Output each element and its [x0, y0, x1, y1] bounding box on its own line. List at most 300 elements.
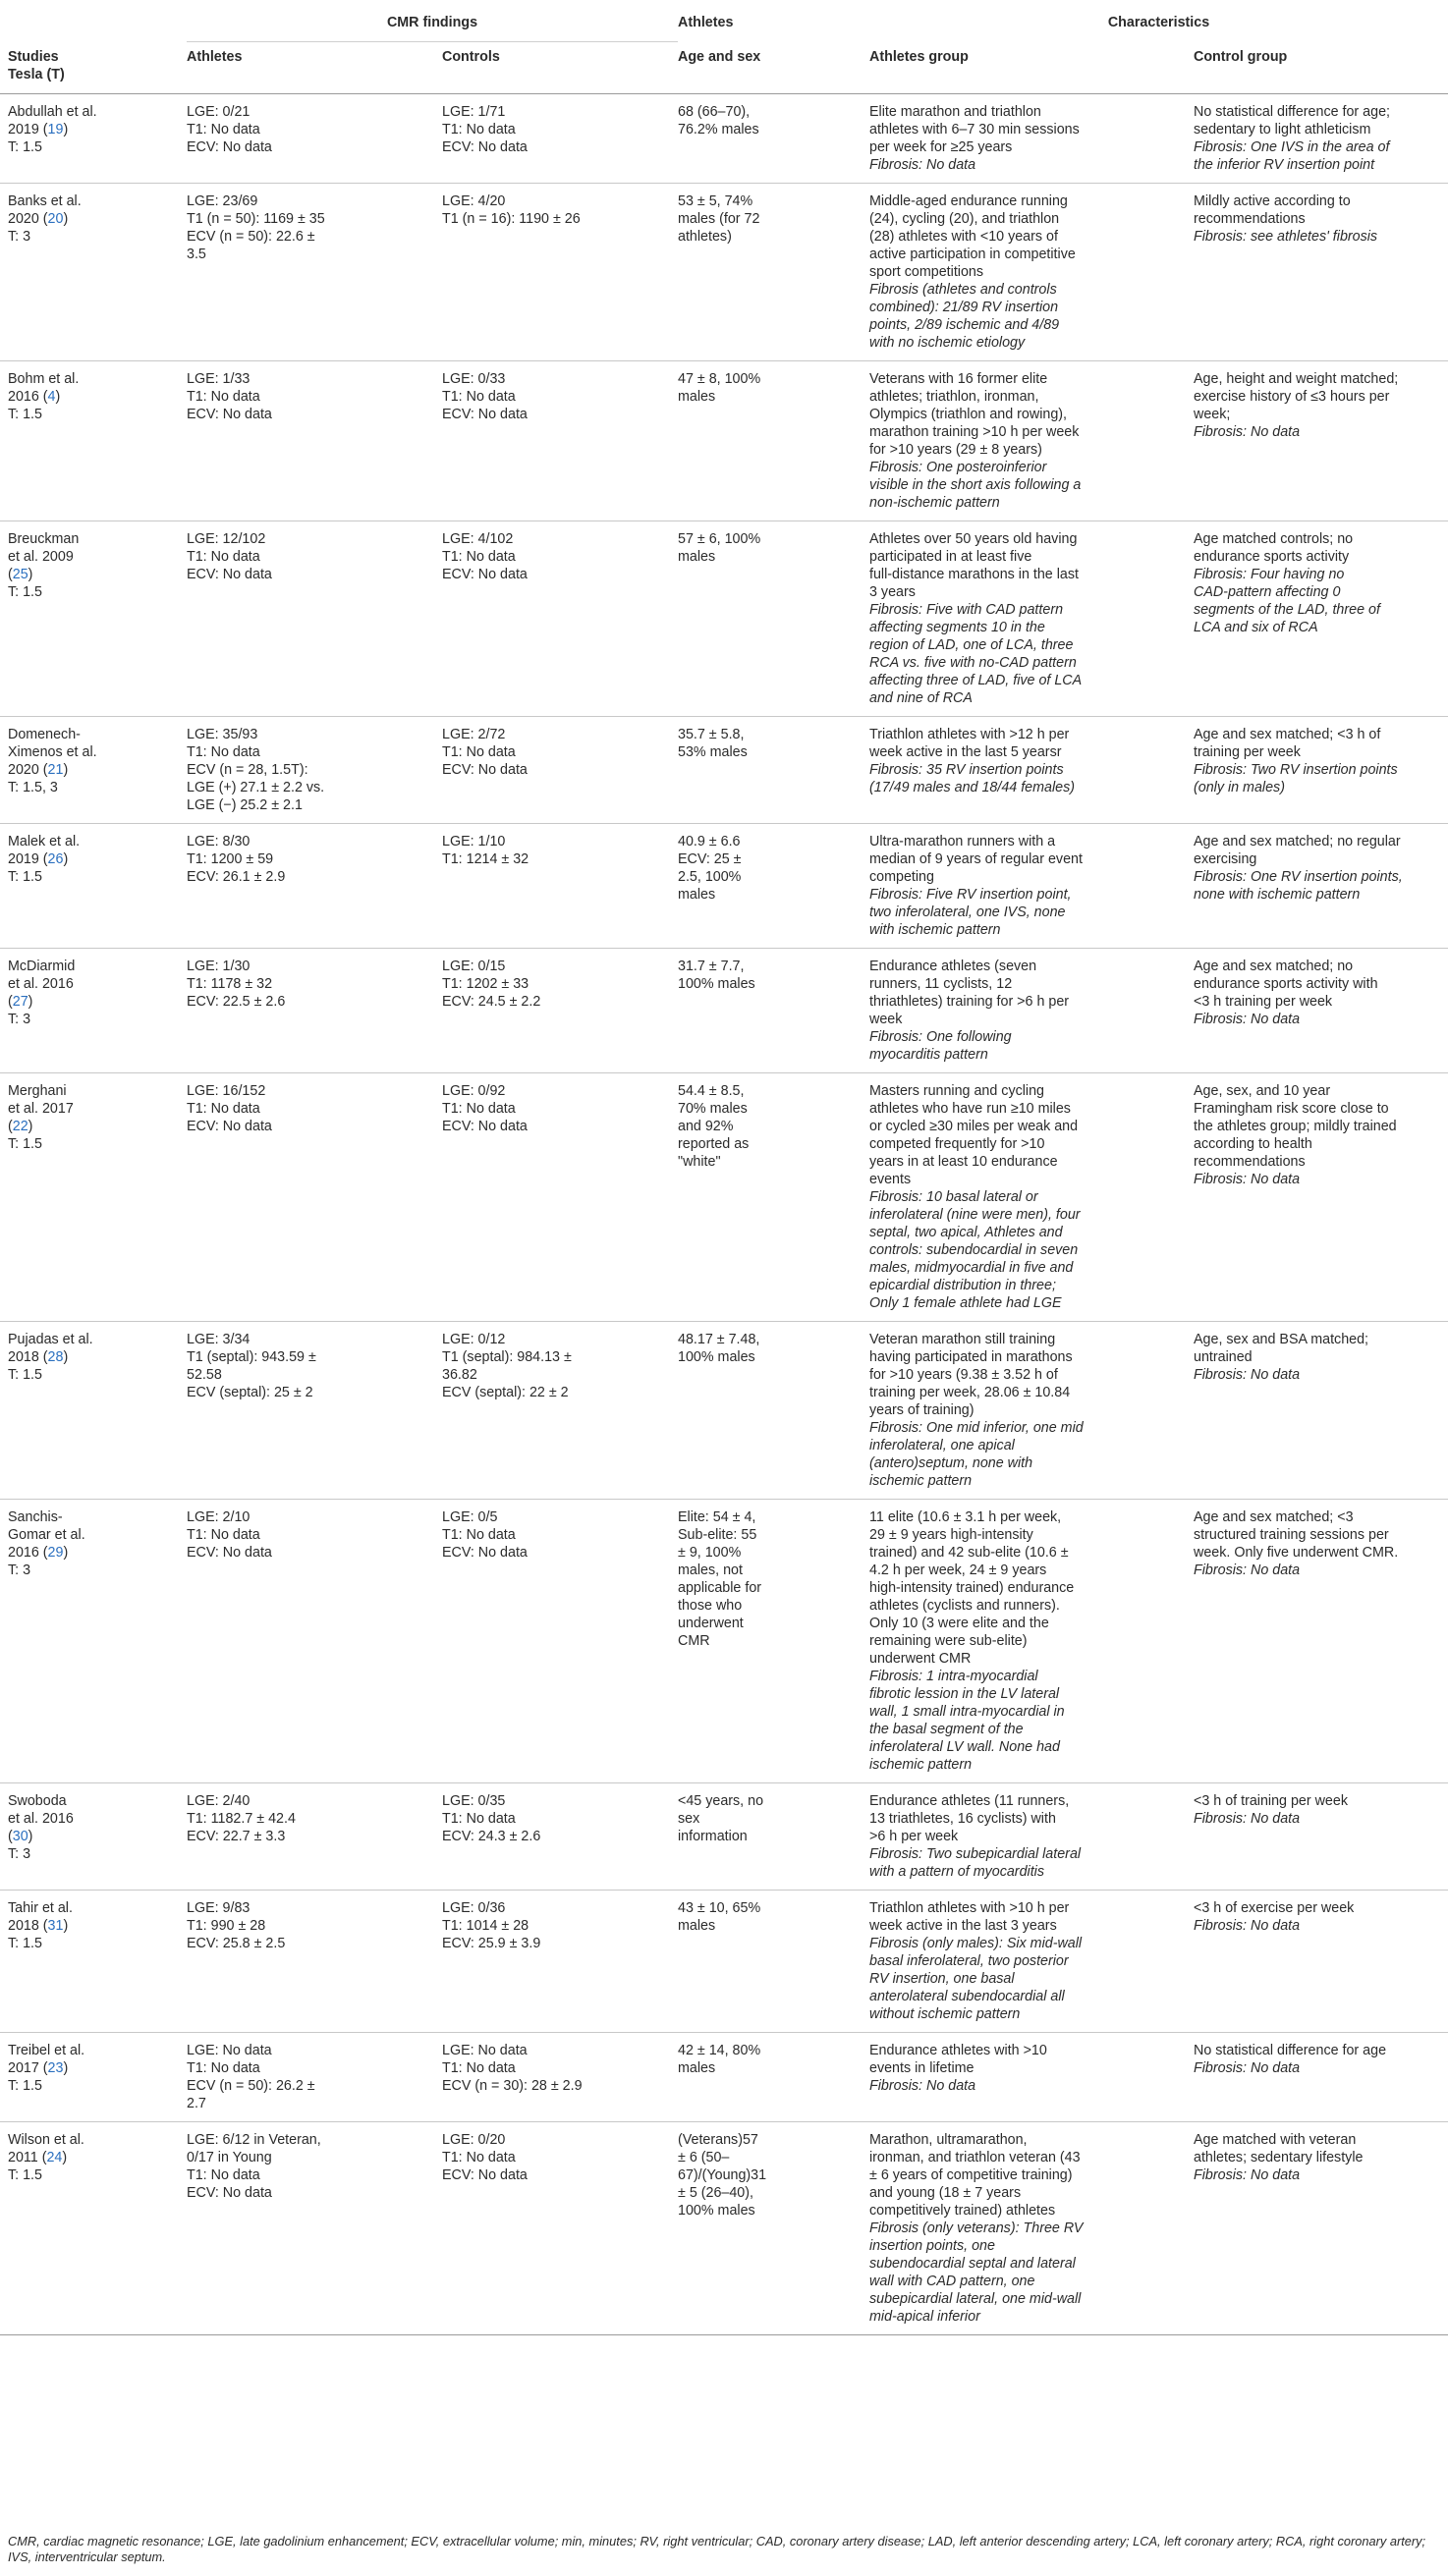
reference-link[interactable]: 28 — [47, 1348, 64, 1365]
athletes-group-line: for >10 years (9.38 ± 3.52 h of — [869, 1366, 1058, 1383]
age-sex-line: underwent — [678, 1615, 744, 1631]
age-sex-line: 2.5, 100% — [678, 868, 742, 885]
athletes-group-line: competed frequently for >10 — [869, 1135, 1045, 1152]
study-line: T: 1.5, 3 — [8, 779, 58, 795]
athletes-group-line: Olympics (triathlon and rowing), — [869, 406, 1068, 422]
athletes-cmr-line: T1 (n = 50): 1169 ± 35 — [187, 210, 325, 227]
control-group-line: Age and sex matched; <3 h of — [1194, 726, 1381, 742]
control-fibrosis-line: Fibrosis: No data — [1194, 1562, 1301, 1578]
athletes-group-cell — [869, 360, 1194, 521]
study-line: et al. 2017 — [8, 1100, 74, 1117]
age-sex-line: males — [678, 388, 716, 405]
age-sex-cell — [678, 360, 869, 521]
controls-cmr-line: T1: 1202 ± 33 — [442, 975, 529, 992]
study-text: ) — [63, 121, 69, 137]
athletes-cmr-cell — [187, 823, 442, 948]
controls-cmr-line: LGE: 1/71 — [442, 103, 506, 120]
athletes-cmr-line: ECV (n = 50): 26.2 ± — [187, 2077, 315, 2094]
athletes-fibrosis-line: septal, two apical, Athletes and — [869, 1224, 1063, 1240]
age-sex-line: males — [678, 548, 716, 565]
athletes-fibrosis-line: Fibrosis: No data — [869, 2077, 976, 2094]
study-text: ) — [28, 993, 33, 1010]
athletes-cmr-line: T1: No data — [187, 121, 260, 137]
study-text: ) — [63, 1544, 69, 1561]
athletes-fibrosis-line: Fibrosis: 1 intra-myocardial — [869, 1668, 1038, 1684]
athletes-fibrosis-line: Fibrosis: Five with CAD pattern — [869, 601, 1064, 618]
study-cell — [0, 1499, 187, 1782]
athletes-cmr-line: T1: 1182.7 ± 42.4 — [187, 1810, 296, 1827]
athletes-group-cell — [869, 1321, 1194, 1499]
study-line — [8, 761, 187, 779]
age-sex-cell — [678, 93, 869, 183]
study-text: ) — [63, 761, 69, 778]
athletes-fibrosis-line: fibrotic lession in the LV lateral — [869, 1685, 1060, 1702]
table-body — [0, 93, 1448, 2334]
athletes-group-line: Veteran marathon still training — [869, 1331, 1056, 1347]
athletes-fibrosis-line: Fibrosis (athletes and controls — [869, 281, 1057, 298]
controls-cmr-line: T1 (septal): 984.13 ± — [442, 1348, 572, 1365]
study-text: 2020 ( — [8, 210, 48, 227]
control-group-line: Age, sex and BSA matched; — [1194, 1331, 1369, 1347]
study-cell — [0, 1072, 187, 1321]
controls-cmr-line: LGE: 0/36 — [442, 1899, 506, 1916]
study-line: Banks et al. — [8, 192, 82, 209]
reference-link[interactable]: 25 — [12, 566, 28, 582]
athletes-cmr-line: LGE: 9/83 — [187, 1899, 251, 1916]
controls-cmr-cell — [442, 823, 678, 948]
study-cell — [0, 948, 187, 1072]
reference-link[interactable]: 22 — [12, 1118, 28, 1134]
athletes-group-line: events in lifetime — [869, 2059, 975, 2076]
study-line: T: 1.5 — [8, 1135, 42, 1152]
athletes-fibrosis-line: basal inferolateral, two posterior — [869, 1952, 1069, 1969]
athletes-group-line: full-distance marathons in the last — [869, 566, 1079, 582]
study-line — [8, 388, 187, 406]
study-line: Wilson et al. — [8, 2131, 84, 2148]
athletes-group-line: events — [869, 1171, 912, 1187]
athletes-fibrosis-line: affecting three of LAD, five of LCA — [869, 672, 1083, 688]
athletes-fibrosis-line: mid-apical inferior — [869, 2308, 980, 2325]
age-sex-cell — [678, 823, 869, 948]
athletes-cmr-cell — [187, 360, 442, 521]
study-line: T: 1.5 — [8, 583, 42, 600]
athletes-fibrosis-line: myocarditis pattern — [869, 1046, 988, 1063]
control-group-col-header: Control group — [1194, 42, 1448, 94]
study-line — [8, 1544, 187, 1562]
table-row — [0, 360, 1448, 521]
study-line: T: 3 — [8, 1562, 31, 1578]
age-sex-line: 53% males — [678, 743, 748, 760]
reference-link[interactable]: 23 — [47, 2059, 64, 2076]
control-group-cell — [1194, 948, 1448, 1072]
athletes-cmr-line: ECV: No data — [187, 138, 272, 155]
reference-link[interactable]: 4 — [47, 388, 56, 405]
age-sex-line: and 92% — [678, 1118, 734, 1134]
athletes-fibrosis-line: Fibrosis: One following — [869, 1028, 1012, 1045]
athletes-fibrosis-line: points, 2/89 ischemic and 4/89 — [869, 316, 1060, 333]
control-group-cell — [1194, 360, 1448, 521]
control-group-cell — [1194, 2032, 1448, 2121]
study-line: et al. 2009 — [8, 548, 74, 565]
age-sex-cell — [678, 1890, 869, 2032]
control-group-line: the athletes group; mildly trained — [1194, 1118, 1397, 1134]
age-sex-line: 48.17 ± 7.48, — [678, 1331, 760, 1347]
controls-cmr-line: LGE: 4/102 — [442, 530, 514, 547]
athletes-group-line: (28) athletes with <10 years of — [869, 228, 1058, 245]
athletes-group-line: athletes (cyclists and runners). — [869, 1597, 1060, 1614]
controls-cmr-line: LGE: 0/15 — [442, 958, 506, 974]
reference-link[interactable]: 20 — [47, 210, 64, 227]
athletes-cmr-line: LGE: 35/93 — [187, 726, 258, 742]
reference-link[interactable]: 30 — [12, 1828, 28, 1844]
athletes-fibrosis-line: and nine of RCA — [869, 689, 973, 706]
control-group-line: <3 h of exercise per week — [1194, 1899, 1355, 1916]
age-sex-line: 40.9 ± 6.6 — [678, 833, 741, 850]
athletes-cmr-cell — [187, 716, 442, 823]
athletes-fibrosis-line: RV insertion, one basal — [869, 1970, 1015, 1987]
study-line — [8, 850, 187, 868]
study-text: ) — [62, 2149, 68, 2165]
reference-link[interactable]: 27 — [12, 993, 28, 1010]
athletes-fibrosis-line: without ischemic pattern — [869, 2005, 1021, 2022]
control-group-cell — [1194, 93, 1448, 183]
control-group-cell — [1194, 716, 1448, 823]
study-line: et al. 2016 — [8, 975, 74, 992]
athletes-cmr-line: ECV (n = 28, 1.5T): — [187, 761, 308, 778]
athletes-fibrosis-line: with a pattern of myocarditis — [869, 1863, 1044, 1880]
athletes-fibrosis-line: ischemic pattern — [869, 1472, 973, 1489]
age-sex-cell — [678, 521, 869, 716]
athletes-cmr-line: T1: No data — [187, 2166, 260, 2183]
athletes-group-cell — [869, 1890, 1194, 2032]
controls-cmr-cell — [442, 521, 678, 716]
athletes-cmr-line: T1: No data — [187, 388, 260, 405]
control-group-cell — [1194, 521, 1448, 716]
age-sex-line: 54.4 ± 8.5, — [678, 1082, 745, 1099]
table-row — [0, 2032, 1448, 2121]
controls-cmr-line: T1: No data — [442, 1526, 516, 1543]
athletes-group-col-header: Athletes group — [869, 42, 1194, 94]
age-sex-line: 57 ± 6, 100% — [678, 530, 761, 547]
athletes-fibrosis-line: epicardial distribution in three; — [869, 1277, 1056, 1293]
age-sex-line: 42 ± 14, 80% — [678, 2042, 761, 2058]
athletes-group-line: (24), cycling (20), and triathlon — [869, 210, 1060, 227]
athletes-cmr-line: T1: No data — [187, 1526, 260, 1543]
study-text: ( — [8, 993, 13, 1010]
study-text: 2018 ( — [8, 1348, 48, 1365]
controls-cmr-line: LGE: No data — [442, 2042, 528, 2058]
control-fibrosis-line: Fibrosis: No data — [1194, 2059, 1301, 2076]
study-line — [8, 210, 187, 228]
reference-link[interactable]: 24 — [46, 2149, 63, 2165]
athletes-fibrosis-line: Fibrosis: Five RV insertion point, — [869, 886, 1072, 903]
controls-cmr-line: T1: No data — [442, 121, 516, 137]
controls-cmr-line: T1: 1014 ± 28 — [442, 1917, 529, 1934]
controls-cmr-line: T1: No data — [442, 1100, 516, 1117]
athletes-fibrosis-line: males, midmyocardial in five and — [869, 1259, 1074, 1276]
controls-cmr-cell — [442, 93, 678, 183]
study-line: Merghani — [8, 1082, 67, 1099]
control-fibrosis-line: Fibrosis: see athletes' fibrosis — [1194, 228, 1378, 245]
study-text: ) — [63, 210, 69, 227]
reference-link[interactable]: 21 — [47, 761, 64, 778]
controls-cmr-cell — [442, 948, 678, 1072]
athletes-group-line: week active in the last 5 yearsr — [869, 743, 1062, 760]
controls-cmr-line: T1: No data — [442, 743, 516, 760]
athletes-fibrosis-line: subepicardial lateral, one mid-wall — [869, 2290, 1082, 2307]
control-group-line: <3 h of training per week — [1194, 1792, 1348, 1809]
athletes-group-line: and young (18 ± 7 years — [869, 2184, 1022, 2201]
age-sex-cell — [678, 2121, 869, 2334]
controls-cmr-line: ECV: 24.5 ± 2.2 — [442, 993, 541, 1010]
age-sex-cell — [678, 716, 869, 823]
controls-cmr-line: LGE: 4/20 — [442, 192, 506, 209]
study-line: Sanchis- — [8, 1508, 63, 1525]
study-text: ) — [63, 850, 69, 867]
study-text: ( — [8, 1118, 13, 1134]
table-row — [0, 716, 1448, 823]
age-sex-line: 68 (66–70), — [678, 103, 751, 120]
athletes-cmr-line: T1 (septal): 943.59 ± — [187, 1348, 316, 1365]
study-cell — [0, 93, 187, 183]
controls-cmr-line: T1: No data — [442, 2059, 516, 2076]
control-fibrosis-line: the inferior RV insertion point — [1194, 156, 1375, 173]
controls-cmr-cell — [442, 1321, 678, 1499]
athletes-fibrosis-line: combined): 21/89 RV insertion — [869, 299, 1059, 315]
study-text: ( — [8, 566, 13, 582]
controls-cmr-line: T1 (n = 16): 1190 ± 26 — [442, 210, 581, 227]
athletes-cmr-line: ECV (septal): 25 ± 2 — [187, 1384, 313, 1400]
athletes-group-cell — [869, 1499, 1194, 1782]
table-row — [0, 2121, 1448, 2334]
study-line: T: 1.5 — [8, 1935, 42, 1951]
tesla-label: Tesla (T) — [8, 66, 65, 82]
controls-cmr-cell — [442, 716, 678, 823]
athletes-fibrosis-line: inferolateral (nine were men), four — [869, 1206, 1081, 1223]
study-line — [8, 1348, 187, 1366]
age-sex-line: males — [678, 1917, 716, 1934]
control-fibrosis-line: none with ischemic pattern — [1194, 886, 1361, 903]
age-sex-line: 31.7 ± 7.7, — [678, 958, 745, 974]
age-sex-cell — [678, 1782, 869, 1890]
study-line — [8, 566, 187, 583]
study-text: ) — [63, 1917, 69, 1934]
athletes-col-header: Athletes — [187, 42, 442, 94]
study-line: Bohm et al. — [8, 370, 80, 387]
control-group-line: Age and sex matched; <3 — [1194, 1508, 1354, 1525]
control-group-cell — [1194, 183, 1448, 360]
athletes-cmr-cell — [187, 948, 442, 1072]
athletes-cmr-line: LGE: 1/33 — [187, 370, 251, 387]
athletes-group-line: sport competitions — [869, 263, 984, 280]
athletes-group-line: Veterans with 16 former elite — [869, 370, 1048, 387]
athletes-group-line: athletes; triathlon, ironman, — [869, 388, 1039, 405]
control-fibrosis-line: Fibrosis: Two RV insertion points — [1194, 761, 1398, 778]
athletes-cmr-line: LGE: 6/12 in Veteran, — [187, 2131, 321, 2148]
control-fibrosis-line: Fibrosis: No data — [1194, 423, 1301, 440]
studies-label: Studies — [8, 48, 59, 65]
controls-cmr-line: T1: 1214 ± 32 — [442, 850, 529, 867]
controls-cmr-line: T1: No data — [442, 2149, 516, 2165]
athletes-cmr-line: 52.58 — [187, 1366, 222, 1383]
age-sex-line: CMR — [678, 1632, 710, 1649]
controls-col-header: Controls — [442, 42, 678, 94]
controls-cmr-line: ECV (n = 30): 28 ± 2.9 — [442, 2077, 583, 2094]
study-cell — [0, 716, 187, 823]
age-sex-line: those who — [678, 1597, 743, 1614]
table-row — [0, 183, 1448, 360]
athletes-cmr-line: ECV: No data — [187, 1544, 272, 1561]
table-row — [0, 93, 1448, 183]
athletes-fibrosis-line: Fibrosis (only veterans): Three RV — [869, 2220, 1084, 2236]
age-sex-line: sex — [678, 1810, 700, 1827]
study-line: T: 3 — [8, 1845, 31, 1862]
study-line: Treibel et al. — [8, 2042, 85, 2058]
control-group-line: week. Only five underwent CMR. — [1194, 1544, 1399, 1561]
table-row — [0, 1072, 1448, 1321]
control-group-line: Framingham risk score close to — [1194, 1100, 1389, 1117]
controls-cmr-line: T1: No data — [442, 388, 516, 405]
athletes-cmr-line: LGE: 2/40 — [187, 1792, 251, 1809]
control-group-line: <3 h training per week — [1194, 993, 1333, 1010]
study-cell — [0, 521, 187, 716]
athletes-group-line: median of 9 years of regular event — [869, 850, 1083, 867]
study-text: ) — [63, 2059, 69, 2076]
study-line: Gomar et al. — [8, 1526, 85, 1543]
athletes-cmr-line: LGE: 0/21 — [187, 103, 251, 120]
controls-cmr-line: LGE: 0/92 — [442, 1082, 506, 1099]
reference-link[interactable]: 19 — [47, 121, 64, 137]
age-sex-line: Sub-elite: 55 — [678, 1526, 757, 1543]
athletes-group-line: active participation in competitive — [869, 246, 1076, 262]
athletes-cmr-line: ECV: No data — [187, 406, 272, 422]
control-group-line: recommendations — [1194, 1153, 1306, 1170]
controls-cmr-line: LGE: 1/10 — [442, 833, 506, 850]
age-sex-line: males (for 72 — [678, 210, 760, 227]
controls-cmr-line: LGE: 0/20 — [442, 2131, 506, 2148]
table-row — [0, 1499, 1448, 1782]
athletes-cmr-cell — [187, 2121, 442, 2334]
age-sex-cell — [678, 1499, 869, 1782]
athletes-fibrosis-line: inferolateral LV wall. None had — [869, 1738, 1060, 1755]
athletes-fibrosis-line: Fibrosis: No data — [869, 156, 976, 173]
study-line: T: 1.5 — [8, 138, 42, 155]
age-sex-cell — [678, 2032, 869, 2121]
study-line — [8, 1118, 187, 1135]
age-sex-line: "white" — [678, 1153, 721, 1170]
age-sex-cell — [678, 1072, 869, 1321]
study-line: T: 3 — [8, 228, 31, 245]
athletes-group-line: having participated in marathons — [869, 1348, 1073, 1365]
athletes-cmr-line: 2.7 — [187, 2095, 206, 2111]
table-row — [0, 1782, 1448, 1890]
age-sex-cell — [678, 1321, 869, 1499]
age-sex-line: 76.2% males — [678, 121, 759, 137]
study-text: 2016 ( — [8, 1544, 48, 1561]
controls-cmr-cell — [442, 1890, 678, 2032]
reference-link[interactable]: 26 — [47, 850, 64, 867]
athletes-cmr-line: T1: 1178 ± 32 — [187, 975, 273, 992]
control-fibrosis-line: Fibrosis: One IVS in the area of — [1194, 138, 1390, 155]
athletes-cmr-line: 3.5 — [187, 246, 206, 262]
study-text: 2019 ( — [8, 850, 48, 867]
athletes-cmr-line: T1: No data — [187, 743, 260, 760]
controls-cmr-line: LGE: 0/35 — [442, 1792, 506, 1809]
athletes-group-line: Endurance athletes (seven — [869, 958, 1037, 974]
age-sex-line: ± 5 (26–40), — [678, 2184, 753, 2201]
control-group-line: week; — [1194, 406, 1231, 422]
study-line — [8, 2149, 187, 2166]
age-sex-line: applicable for — [678, 1579, 762, 1596]
age-sex-line: reported as — [678, 1135, 750, 1152]
control-group-line: endurance sports activity with — [1194, 975, 1378, 992]
control-group-cell — [1194, 1321, 1448, 1499]
age-sex-header: Age and sex — [678, 42, 869, 94]
athletes-group-line: high-intensity trained) endurance — [869, 1579, 1075, 1596]
controls-cmr-line: ECV: No data — [442, 1544, 528, 1561]
study-cell — [0, 360, 187, 521]
athletes-cmr-cell — [187, 1072, 442, 1321]
athletes-fibrosis-line: controls: subendocardial in seven — [869, 1241, 1079, 1258]
athletes-group-cell — [869, 716, 1194, 823]
control-fibrosis-line: Fibrosis: One RV insertion points, — [1194, 868, 1403, 885]
study-cell — [0, 183, 187, 360]
control-group-line: No statistical difference for age — [1194, 2042, 1387, 2058]
study-line: T: 1.5 — [8, 406, 42, 422]
study-text: 2017 ( — [8, 2059, 48, 2076]
athletes-fibrosis-line: anterolateral subendocardial all — [869, 1988, 1065, 2004]
athletes-cmr-line: LGE: No data — [187, 2042, 272, 2058]
study-text: ) — [28, 1118, 33, 1134]
athletes-group-line: Masters running and cycling — [869, 1082, 1045, 1099]
controls-cmr-line: ECV: 24.3 ± 2.6 — [442, 1828, 541, 1844]
athletes-cmr-line: LGE (+) 27.1 ± 2.2 vs. — [187, 779, 325, 795]
athletes-group-cell — [869, 183, 1194, 360]
athletes-group-line: Ultra-marathon runners with a — [869, 833, 1056, 850]
controls-cmr-line: ECV (septal): 22 ± 2 — [442, 1384, 569, 1400]
athletes-fibrosis-line: Fibrosis (only males): Six mid-wall — [869, 1935, 1083, 1951]
athletes-cmr-cell — [187, 93, 442, 183]
control-fibrosis-line: Fibrosis: No data — [1194, 1917, 1301, 1934]
study-text: 2020 ( — [8, 761, 48, 778]
athletes-group-line: underwent CMR — [869, 1650, 972, 1667]
athletes-cmr-line: ECV: 25.8 ± 2.5 — [187, 1935, 286, 1951]
control-fibrosis-line: segments of the LAD, three of — [1194, 601, 1380, 618]
reference-link[interactable]: 29 — [47, 1544, 64, 1561]
athletes-cmr-line: T1: No data — [187, 2059, 260, 2076]
athletes-fibrosis-line: the basal segment of the — [869, 1721, 1024, 1737]
athletes-group-cell — [869, 2121, 1194, 2334]
studies-tesla-header — [0, 42, 187, 94]
reference-link[interactable]: 31 — [47, 1917, 64, 1934]
study-line — [8, 2059, 187, 2077]
athletes-group-line: Middle-aged endurance running — [869, 192, 1068, 209]
controls-cmr-line: LGE: 0/5 — [442, 1508, 498, 1525]
control-group-line: athletes; sedentary lifestyle — [1194, 2149, 1364, 2165]
athletes-cmr-line: ECV: No data — [187, 566, 272, 582]
control-group-cell — [1194, 1072, 1448, 1321]
table-footnote: CMR, cardiac magnetic resonance; LGE, late gadolinium enhancement; ECV, extracellular volume; min, minutes; RV, right ventricular; CAD, coronary artery disease; LAD, left anterior descending artery; LCA, left coronary artery; RCA, right coronary artery; IVS, interventricular septum. — [8, 2534, 1426, 2564]
control-fibrosis-line: Fibrosis: No data — [1194, 2166, 1301, 2183]
athletes-group-cell — [869, 823, 1194, 948]
age-sex-line: 100% males — [678, 2202, 755, 2219]
control-group-line: Mildly active according to — [1194, 192, 1351, 209]
study-text: 2019 ( — [8, 121, 48, 137]
athletes-cmr-line: LGE: 23/69 — [187, 192, 258, 209]
athletes-cmr-line: LGE: 12/102 — [187, 530, 266, 547]
age-sex-line: males, not — [678, 1562, 743, 1578]
athletes-group-header: Athletes — [678, 15, 734, 30]
